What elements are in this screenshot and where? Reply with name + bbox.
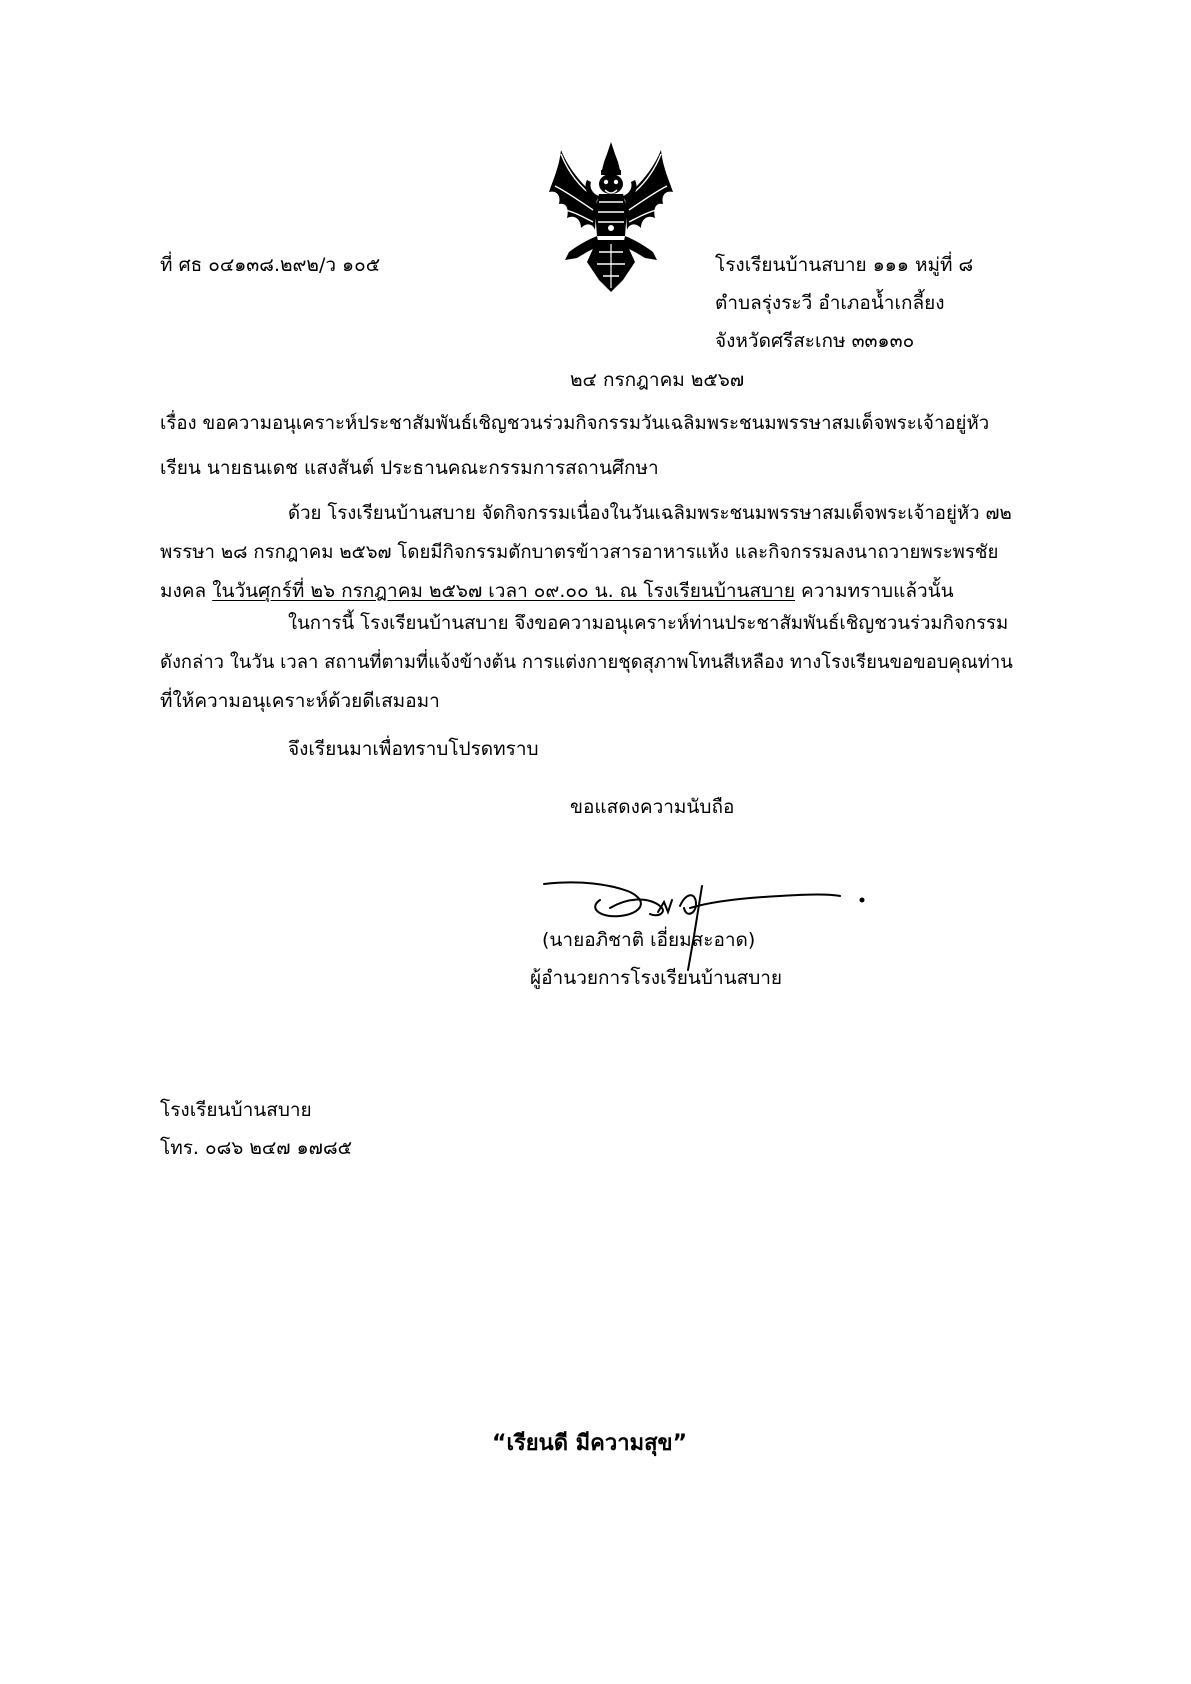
closing-sentence: จึงเรียนมาเพื่อทราบโปรดทราบ <box>288 738 539 760</box>
paragraph-line: ด้วย โรงเรียนบ้านสบาย จัดกิจกรรมเนื่องในวันเฉลิมพระชนมพรรษาสมเด็จพระเจ้าอยู่หัว ๗๒ <box>288 503 1012 524</box>
paragraph-text: มงคล <box>160 580 213 602</box>
body-paragraph-2 <box>160 604 1013 721</box>
paragraph-line: ดังกล่าว ในวัน เวลา สถานที่ตามที่แจ้งข้างต้น การแต่งกายชุดสุภาพโทนสีเหลือง ทางโรงเรียนขอขอบคุณท่าน <box>160 652 1013 673</box>
reference-number: ที่ ศธ ๐๔๑๓๘.๒๙๒/ว ๑๐๕ <box>160 254 381 276</box>
paragraph-line: ที่ให้ความอนุเคราะห์ด้วยดีเสมอมา <box>160 690 440 712</box>
footer-phone: โทร. ๐๘๖ ๒๔๗ ๑๗๘๕ <box>160 1137 352 1159</box>
paragraph-line: ในการนี้ โรงเรียนบ้านสบาย จึงขอความอนุเคราะห์ท่านประชาสัมพันธ์เชิญชวนร่วมกิจกรรม <box>288 613 1009 634</box>
salutation: ขอแสดงความนับถือ <box>570 796 735 818</box>
signer-name: (นายอภิชาติ เอี่ยมสะอาด) <box>542 929 756 951</box>
signer-title: ผู้อำนวยการโรงเรียนบ้านสบาย <box>530 967 783 989</box>
recipient-line: เรียน นายธนเดช แสงสันต์ ประธานคณะกรรมการสถานศึกษา <box>160 457 659 479</box>
event-datetime-underlined: ในวันศุกร์ที่ ๒๖ กรกฎาคม ๒๕๖๗ เวลา ๐๙.๐๐ น. ณ โรงเรียนบ้านสบาย <box>212 580 796 602</box>
address-line: ตำบลรุ่งระวี อำเภอน้ำเกลี้ยง <box>715 292 945 314</box>
body-paragraph-1 <box>160 494 1010 611</box>
address-line: จังหวัดศรีสะเกษ ๓๓๑๓๐ <box>715 330 915 352</box>
garuda-emblem-icon <box>547 140 675 295</box>
footer-organization: โรงเรียนบ้านสบาย <box>160 1099 312 1121</box>
paragraph-line: พรรษา ๒๘ กรกฎาคม ๒๕๖๗ โดยมีกิจกรรมตักบาตรข้าวสารอาหารแห้ง และกิจกรรมลงนาถวายพระพรชัย <box>160 542 999 563</box>
document-date: ๒๔ กรกฎาคม ๒๕๖๗ <box>570 369 745 391</box>
address-line: โรงเรียนบ้านสบาย ๑๑๑ หมู่ที่ ๘ <box>715 254 974 276</box>
school-motto: “เรียนดี มีความสุข” <box>492 1431 688 1456</box>
paragraph-text: ความทราบแล้วนั้น <box>795 580 954 602</box>
subject-line: เรื่อง ขอความอนุเคราะห์ประชาสัมพันธ์เชิญชวนร่วมกิจกรรมวันเฉลิมพระชนมพรรษาสมเด็จพระเจ้าอยู่หัว <box>160 413 990 434</box>
